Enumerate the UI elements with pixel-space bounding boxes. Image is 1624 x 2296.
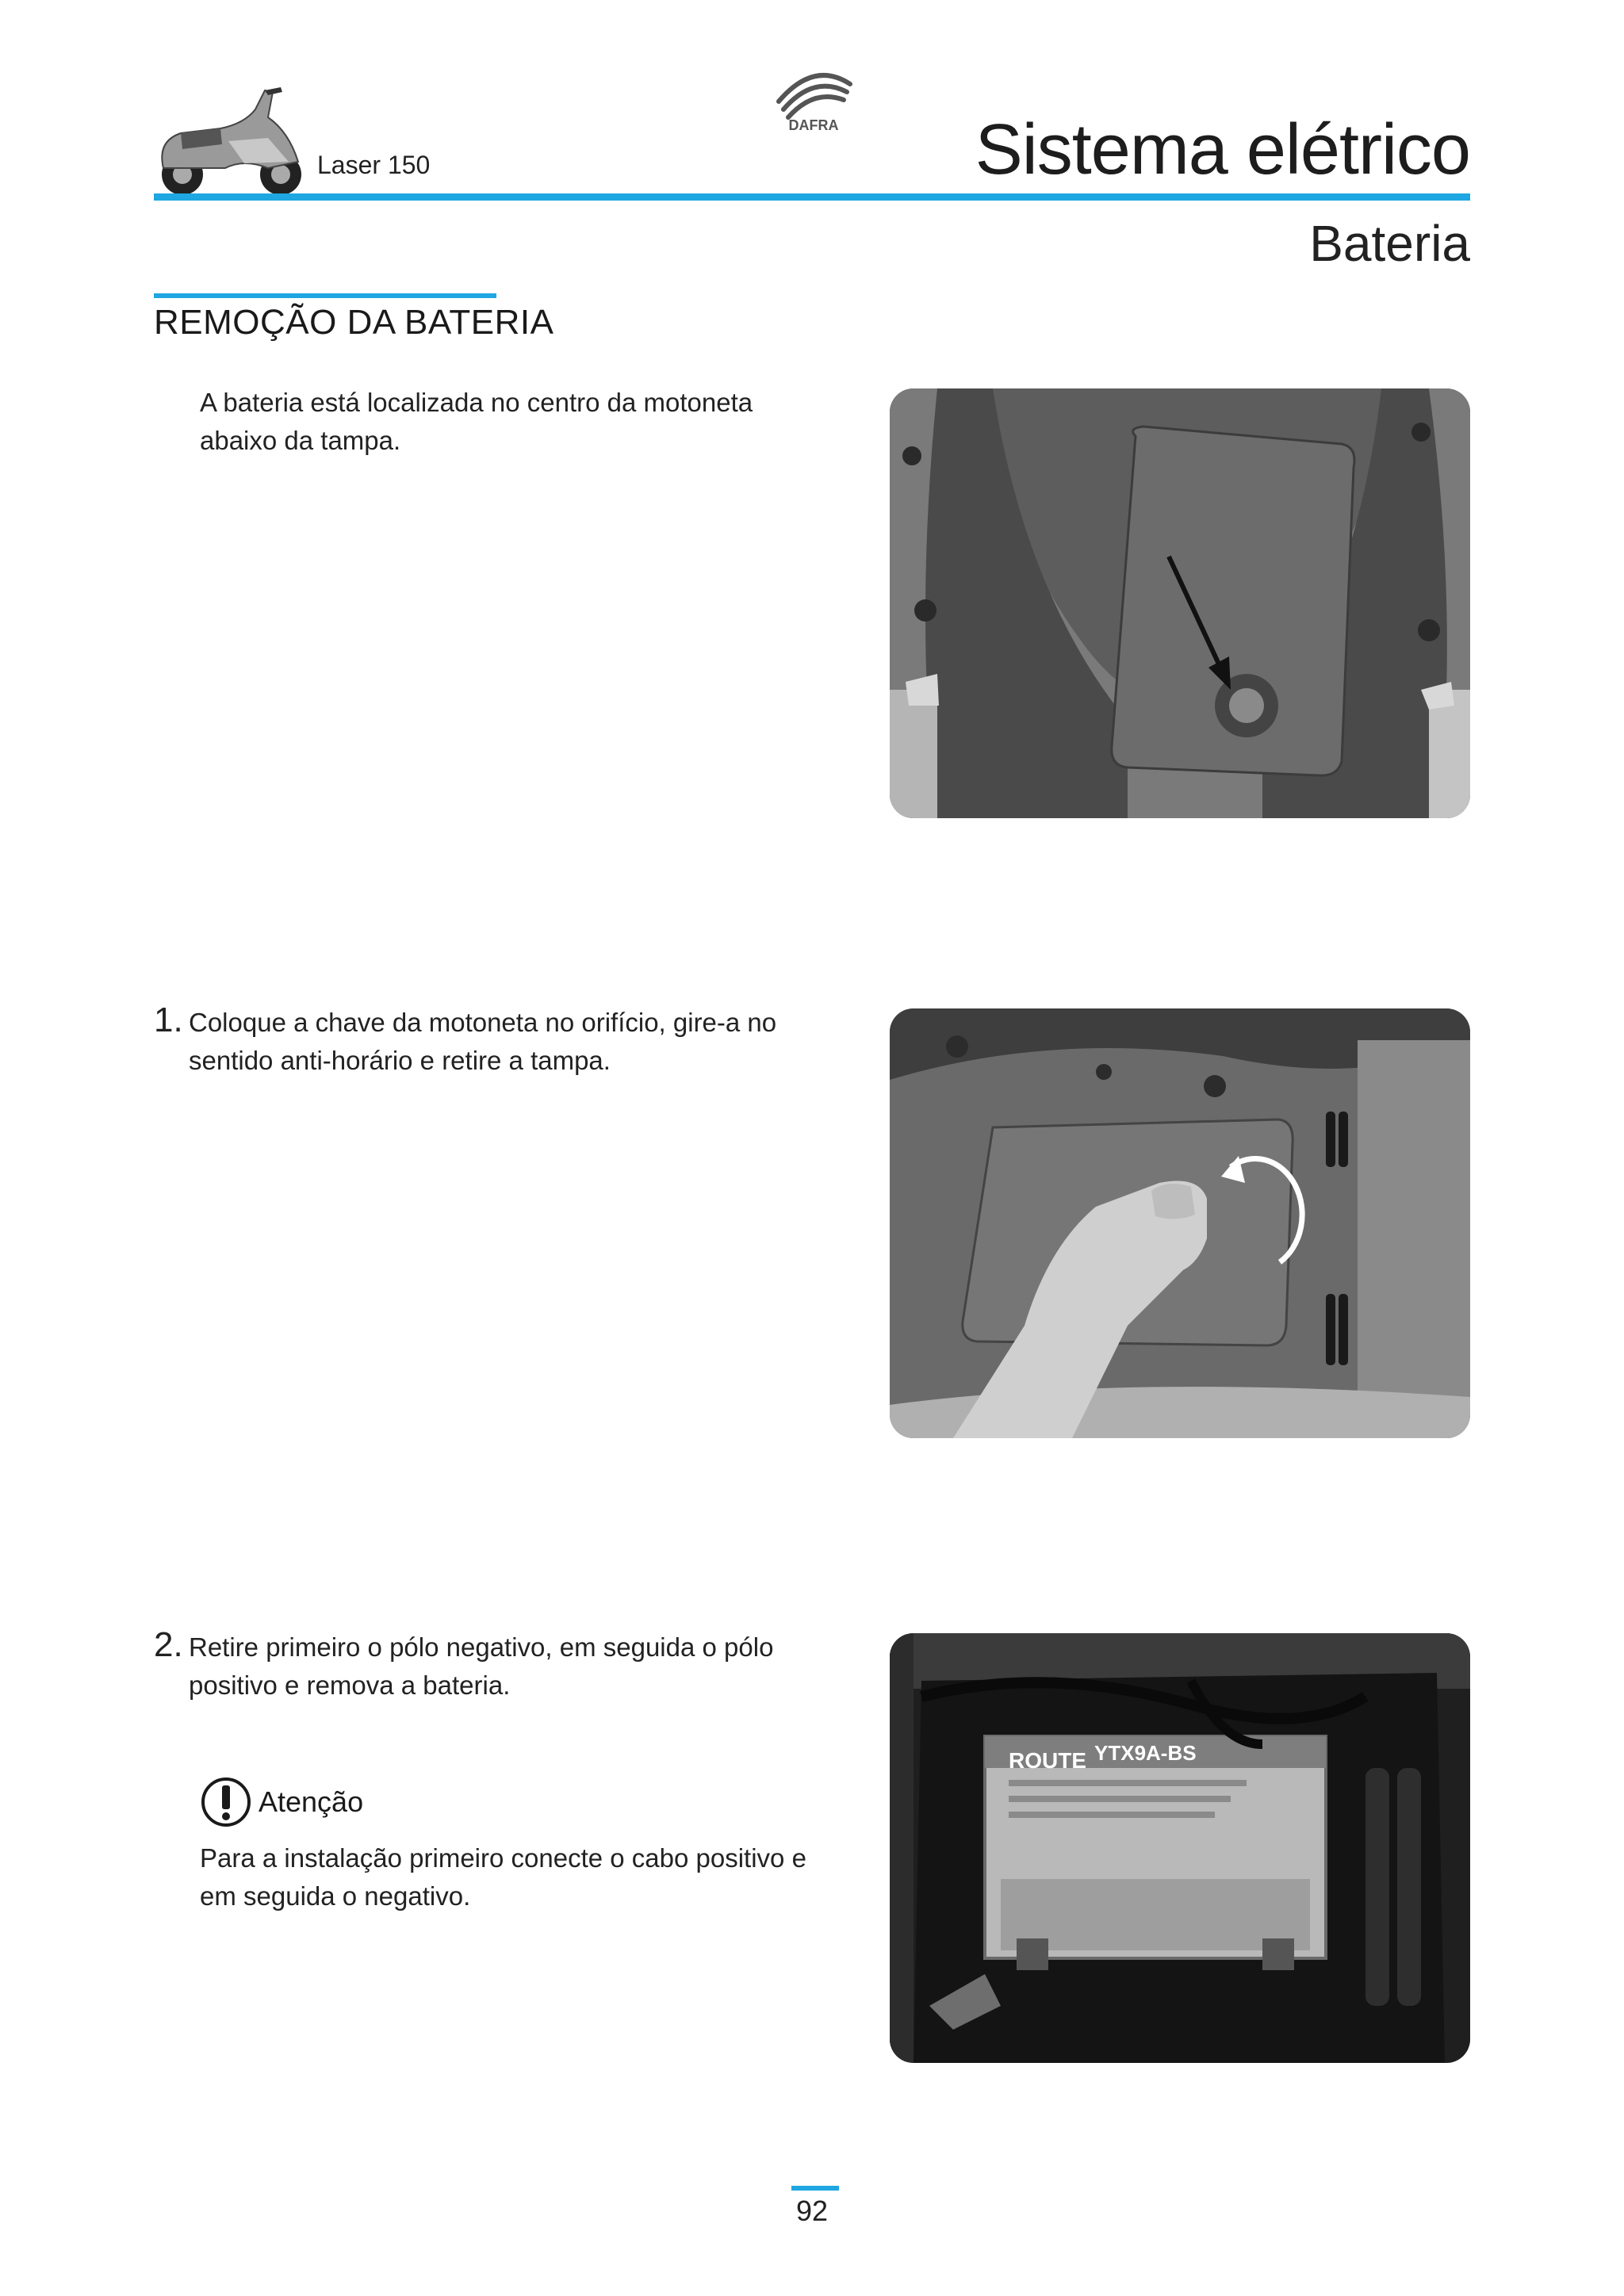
step-number: 2. [154, 1625, 183, 1664]
photo-battery-cover [890, 388, 1470, 818]
page-title: Sistema elétrico [975, 110, 1470, 189]
intro-text: A bateria está localizada no centro da motoneta abaixo da tampa. [200, 388, 753, 455]
page-subtitle: Bateria [1309, 215, 1470, 272]
section-divider [154, 293, 496, 298]
exclamation-circle-icon [200, 1776, 252, 1828]
battery-model: YTX9A-BS [1094, 1741, 1197, 1765]
section-heading: REMOÇÃO DA BATERIA [154, 303, 554, 342]
scooter-illustration [149, 86, 308, 198]
brand-text: DAFRA [788, 117, 839, 133]
photo-battery [890, 1633, 1470, 2063]
header-divider [154, 193, 1470, 201]
page-number-accent [791, 2186, 839, 2191]
model-name: Laser 150 [317, 151, 431, 179]
photo-remove-cover [890, 1008, 1470, 1438]
battery-brand: ROUTE [1009, 1748, 1086, 1773]
page-number: 92 [795, 2195, 829, 2227]
warning-text: Para a instalação primeiro conecte o cabo positivo e em seguida o negativo. [200, 1843, 806, 1911]
step-text: Coloque a chave da motoneta no orifício, gire-a no sentido anti-horário e retire a tampa. [189, 1008, 777, 1075]
warning-label: Atenção [259, 1785, 364, 1818]
step-text: Retire primeiro o pólo negativo, em seguida o pólo positivo e remova a bateria. [189, 1632, 774, 1700]
brand-logo [768, 60, 860, 133]
step-number: 1. [154, 1001, 183, 1039]
